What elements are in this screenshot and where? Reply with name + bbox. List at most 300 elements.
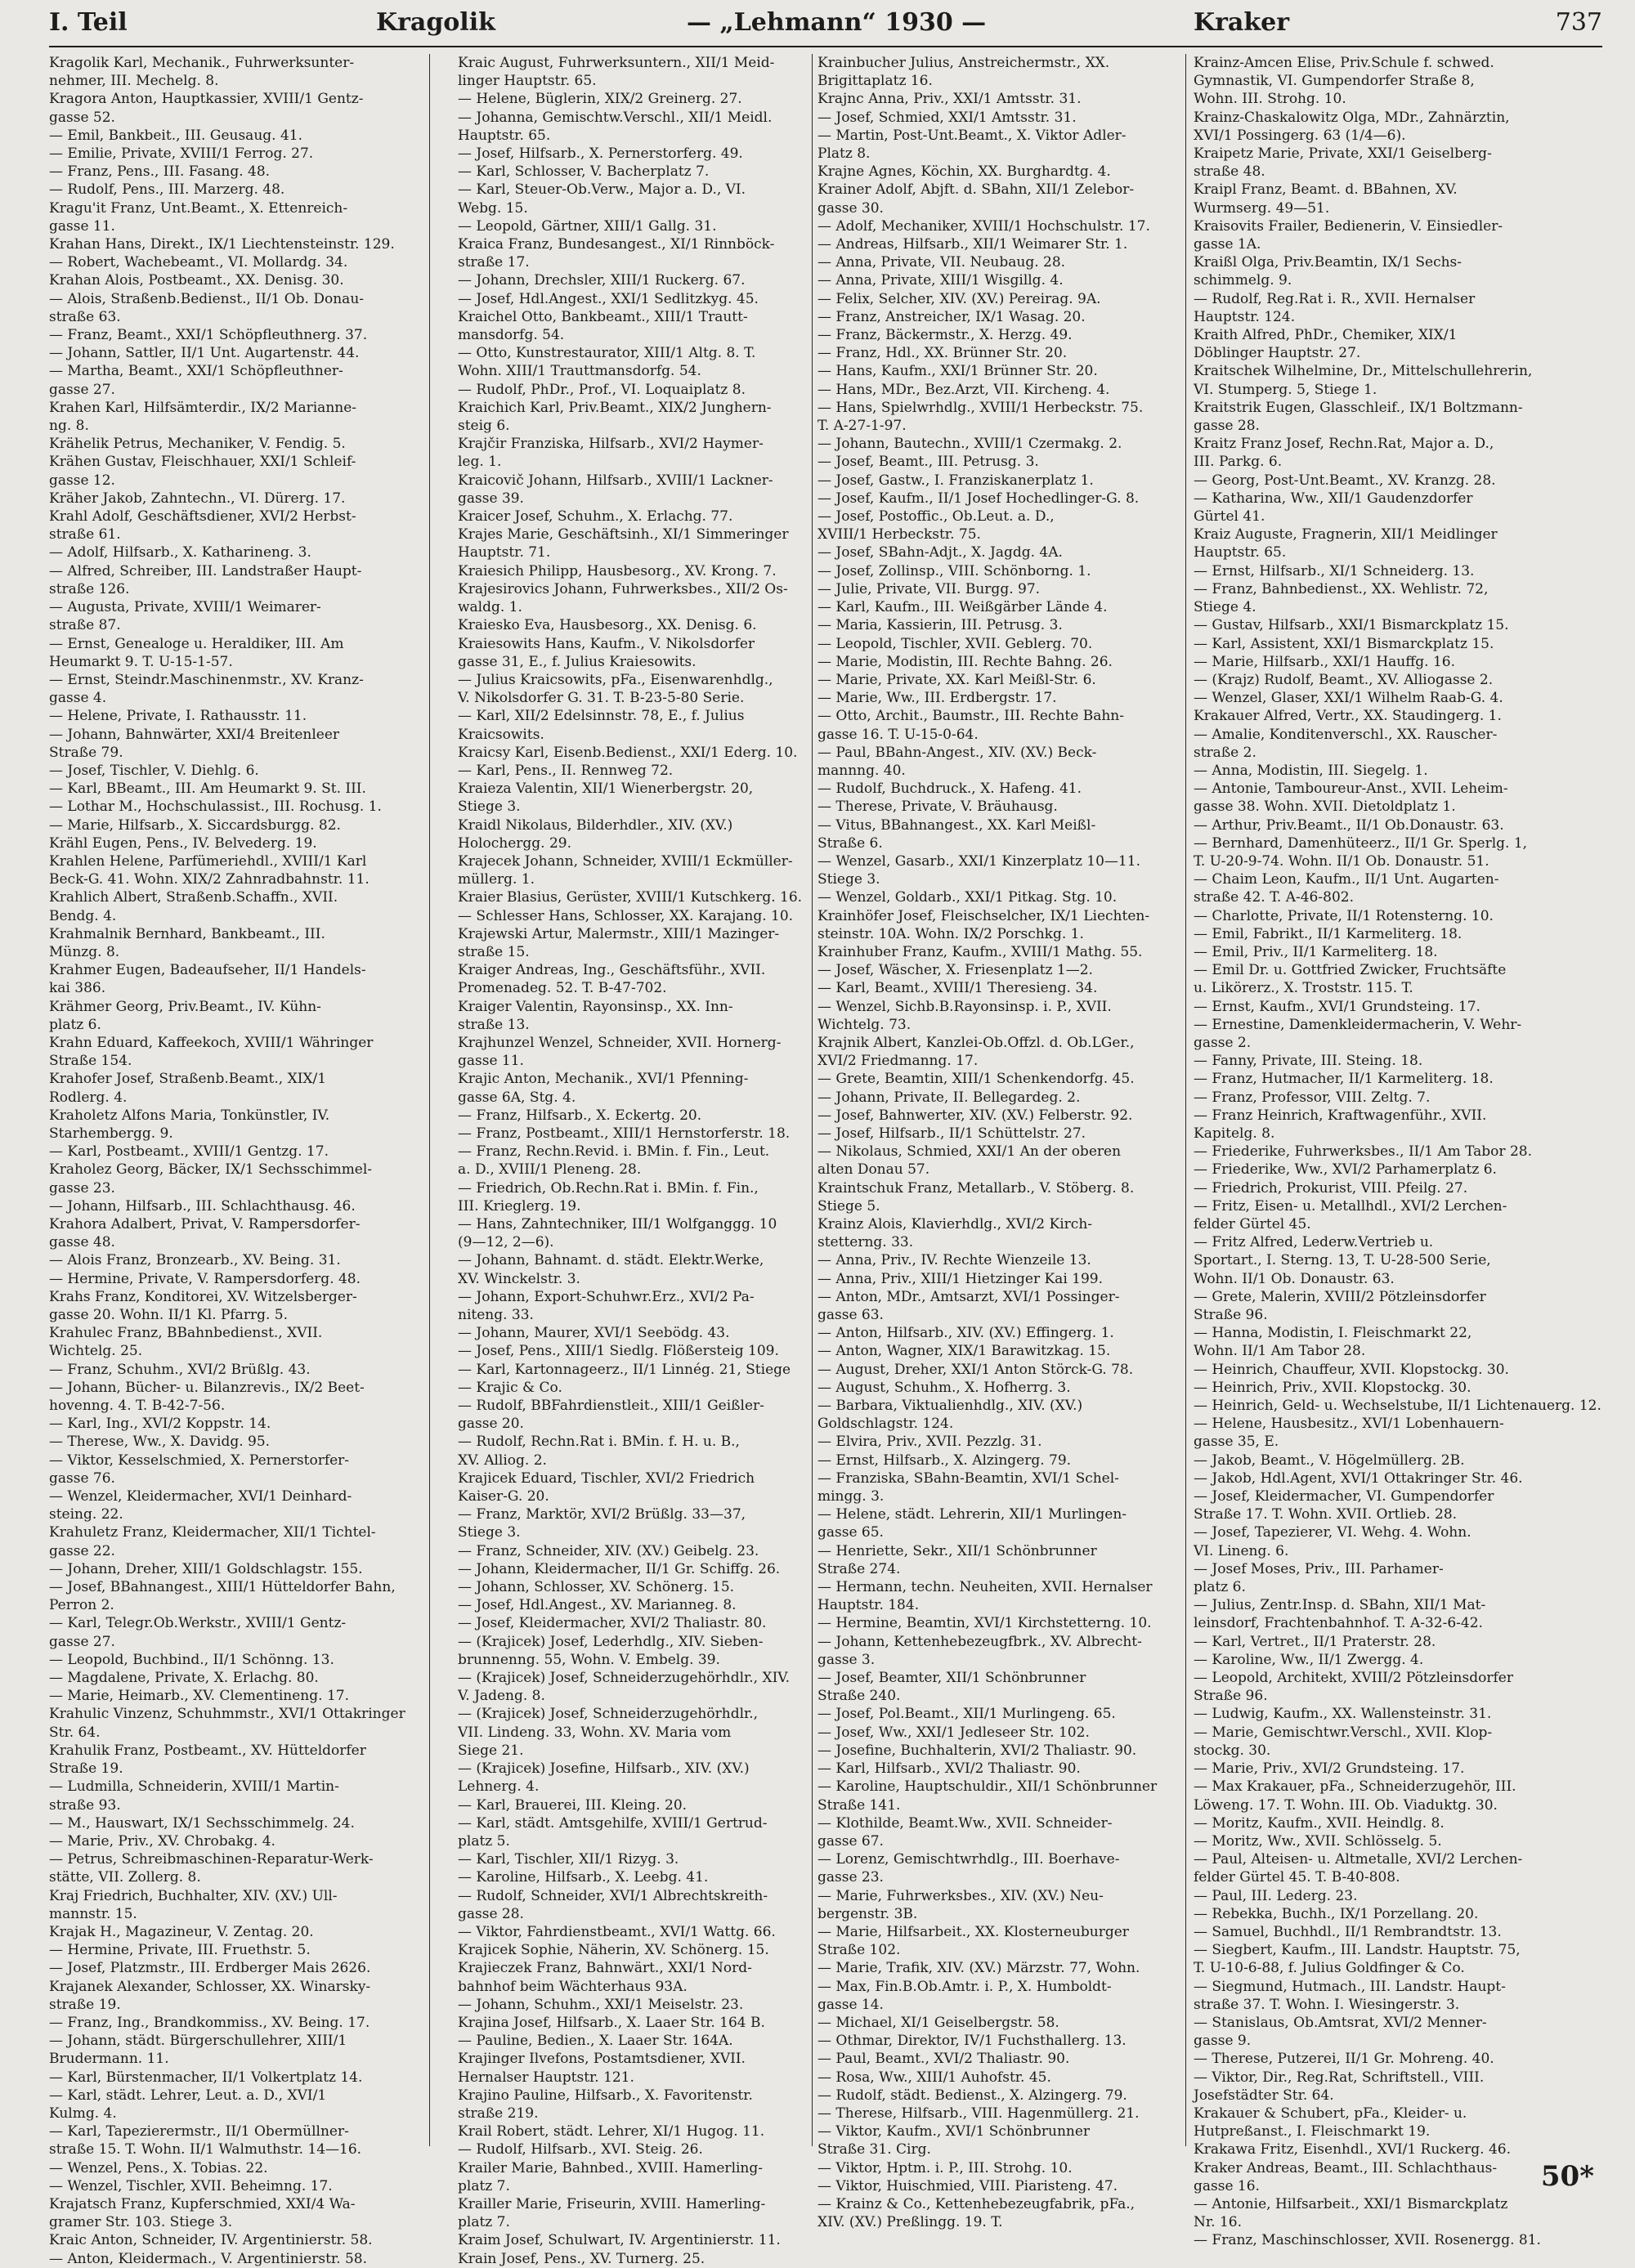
directory-line: gasse 6A, Stg. 4. bbox=[458, 1089, 576, 1106]
directory-line: — Rudolf, Pens., III. Marzerg. 48. bbox=[49, 181, 285, 199]
directory-line: — Robert, Wachebeamt., VI. Mollardg. 34. bbox=[49, 254, 348, 271]
directory-line: — Wenzel, Glaser, XXI/1 Wilhelm Raab-G. 4. bbox=[1194, 690, 1503, 707]
directory-line: (9—12, 2—6). bbox=[458, 1234, 554, 1251]
directory-line: III. Krieglerg. 19. bbox=[458, 1197, 581, 1215]
directory-line: Krahn Eduard, Kaffeekoch, XVIII/1 Währinger bbox=[49, 1034, 374, 1051]
directory-line: — Augusta, Private, XVIII/1 Weimarer- bbox=[49, 599, 321, 616]
directory-line: — Fritz, Eisen- u. Metallhdl., XVI/2 Lerchen- bbox=[1194, 1197, 1507, 1215]
directory-line: — Krajic & Co. bbox=[458, 1379, 562, 1396]
directory-line: — Therese, Hilfsarb., VIII. Hagenmüllerg. 21. bbox=[818, 2105, 1140, 2122]
directory-line: Krain Josef, Pens., XV. Turnerg. 25. bbox=[458, 2250, 706, 2267]
directory-line: Krail Robert, städt. Lehrer, XI/1 Hugog. 11. bbox=[458, 2123, 765, 2141]
directory-line: — Johann, Maurer, XVI/1 Seebödg. 43. bbox=[458, 1325, 730, 1342]
directory-line: — Pauline, Bedien., X. Laaer Str. 164A. bbox=[458, 2033, 733, 2050]
directory-line: XVI/1 Possingerg. 63 (1/4—6). bbox=[1194, 127, 1406, 144]
directory-line: Löweng. 17. T. Wohn. III. Ob. Viaduktg. 30. bbox=[1194, 1796, 1498, 1814]
directory-line: Krainbucher Julius, Anstreichermstr., XX. bbox=[818, 55, 1110, 71]
directory-line: — Marie, Gemischtwr.Verschl., XVII. Klop- bbox=[1194, 1724, 1493, 1741]
directory-line: gasse 31, E., f. Julius Kraiesowits. bbox=[458, 653, 697, 670]
directory-line: — Karl, Postbeamt., XVIII/1 Gentzg. 17. bbox=[49, 1143, 329, 1161]
directory-line: — Karl, Brauerei, III. Kleing. 20. bbox=[458, 1796, 688, 1814]
directory-line: Kraiger Valentin, Rayonsinsp., XX. Inn- bbox=[458, 998, 733, 1015]
directory-line: gasse 16. bbox=[1194, 2177, 1260, 2194]
directory-line: Kraicer Josef, Schuhm., X. Erlachg. 77. bbox=[458, 508, 733, 526]
directory-line: — Karl, Ing., XVI/2 Koppstr. 14. bbox=[49, 1416, 271, 1433]
directory-line: — Wenzel, Gasarb., XXI/1 Kinzerplatz 10—11. bbox=[818, 852, 1140, 870]
directory-line: Straße 240. bbox=[818, 1688, 901, 1705]
directory-line: — Marie, Private, XX. Karl Meißl-Str. 6. bbox=[818, 671, 1096, 688]
directory-line: — Josef, Gastw., I. Franziskanerplatz 1. bbox=[818, 472, 1094, 489]
directory-line: Kraicovič Johann, Hilfsarb., XVIII/1 Lackner- bbox=[458, 472, 773, 489]
directory-line: — Siegbert, Kaufm., III. Landstr. Hauptstr. 75, bbox=[1194, 1942, 1521, 1959]
directory-line: Hauptstr. 65. bbox=[1194, 544, 1287, 561]
directory-line: Straße 17. T. Wohn. XVII. Ortlieb. 28. bbox=[1194, 1506, 1458, 1523]
directory-line: Kraic Anton, Schneider, IV. Argentinierstr. 58. bbox=[49, 2232, 373, 2249]
directory-line: straße 42. T. A-46-802. bbox=[1194, 889, 1354, 906]
directory-line: — Josef, Wäscher, X. Friesenplatz 1—2. bbox=[818, 962, 1093, 979]
directory-line: — Bernhard, Damenhüteerz., II/1 Gr. Sperlg. 1, bbox=[1194, 834, 1528, 852]
directory-line: — Karl, Hilfsarb., XVI/2 Thaliastr. 90. bbox=[818, 1760, 1081, 1778]
directory-line: Kraidl Nikolaus, Bilderhdler., XIV. (XV.) bbox=[458, 816, 733, 834]
directory-line: Krahl Adolf, Geschäftsdiener, XVI/2 Herbst- bbox=[49, 508, 356, 526]
directory-line: Krakauer & Schubert, pFa., Kleider- u. bbox=[1194, 2105, 1467, 2122]
directory-line: — Ludwig, Kaufm., XX. Wallensteinstr. 31. bbox=[1194, 1706, 1492, 1723]
directory-line: straße 126. bbox=[49, 580, 130, 597]
directory-line: — Josef, Zollinsp., VIII. Schönborng. 1. bbox=[818, 562, 1091, 579]
directory-line: — Franz, Anstreicher, IX/1 Wasag. 20. bbox=[818, 308, 1086, 325]
directory-line: — Wenzel, Tischler, XVII. Beheimng. 17. bbox=[49, 2177, 333, 2194]
directory-line: — Marie, Trafik, XIV. (XV.) Märzstr. 77, Wohn. bbox=[818, 1960, 1140, 1977]
directory-line: Heumarkt 9. T. U-15-1-57. bbox=[49, 653, 233, 670]
directory-line: gasse 38. Wohn. XVII. Dietoldplatz 1. bbox=[1194, 798, 1456, 816]
directory-line: straße 15. T. Wohn. II/1 Walmuthstr. 14—16. bbox=[49, 2141, 362, 2158]
directory-line: XVIII/1 Herbeckstr. 75. bbox=[818, 526, 981, 544]
directory-line: Krailler Marie, Friseurin, XVIII. Hamerling- bbox=[458, 2195, 766, 2212]
directory-line: — Josefine, Buchhalterin, XVI/2 Thaliastr. 90. bbox=[818, 1742, 1137, 1759]
directory-line: — Helene, Private, I. Rathausstr. 11. bbox=[49, 708, 307, 725]
directory-line: Krajino Pauline, Hilfsarb., X. Favoritenstr. bbox=[458, 2087, 753, 2104]
directory-line: — Moritz, Ww., XVII. Schlösselg. 5. bbox=[1194, 1832, 1442, 1850]
directory-line: — Antonie, Tamboureur-Anst., XVII. Leheim- bbox=[1194, 781, 1508, 798]
directory-line: gasse 20. bbox=[458, 1416, 524, 1433]
directory-line: gasse 20. Wohn. II/1 Kl. Pfarrg. 5. bbox=[49, 1307, 288, 1324]
directory-line: Krajesirovics Johann, Fuhrwerksbes., XII/2 Os- bbox=[458, 580, 788, 597]
directory-line: straße 19. bbox=[49, 1996, 121, 2013]
directory-line: — Helene, Büglerin, XIX/2 Greinerg. 27. bbox=[458, 91, 742, 108]
directory-line: gasse 67. bbox=[818, 1832, 884, 1850]
directory-line: Stiege 3. bbox=[458, 798, 521, 816]
directory-line: — Julie, Private, VII. Burgg. 97. bbox=[818, 580, 1041, 597]
directory-line: XV. Alliog. 2. bbox=[458, 1452, 547, 1469]
directory-line: T. U-20-9-74. Wohn. II/1 Ob. Donaustr. 51. bbox=[1194, 852, 1489, 870]
directory-line: — Josef, Beamter, XII/1 Schönbrunner bbox=[818, 1670, 1086, 1687]
directory-line: — Anna, Priv., XIII/1 Hietzinger Kai 199. bbox=[818, 1270, 1104, 1287]
directory-line: — Moritz, Kaufm., XVII. Heindlg. 8. bbox=[1194, 1814, 1445, 1832]
directory-line: Perron 2. bbox=[49, 1597, 114, 1614]
directory-line: — Karl, Kartonnageerz., II/1 Linnég. 21, Stiege bbox=[458, 1361, 791, 1378]
directory-line: — Anton, Kleidermach., V. Argentinierstr. 58. bbox=[49, 2250, 367, 2267]
directory-line: — Friederike, Fuhrwerksbes., II/1 Am Tabor 28. bbox=[1194, 1143, 1532, 1161]
directory-line: — Viktor, Huischmied, VIII. Piaristeng. 47. bbox=[818, 2177, 1118, 2194]
directory-line: — Marie, Hilfsarbeit., XX. Klosterneuburger bbox=[818, 1923, 1129, 1940]
directory-line: niteng. 33. bbox=[458, 1307, 534, 1324]
directory-line: — Otto, Archit., Baumstr., III. Rechte Bahn- bbox=[818, 708, 1124, 725]
directory-line: Krahofer Josef, Straßenb.Beamt., XIX/1 bbox=[49, 1071, 327, 1088]
directory-line: steig 6. bbox=[458, 418, 510, 435]
directory-line: — Johann, Schuhm., XXI/1 Meiselstr. 23. bbox=[458, 1996, 744, 2013]
directory-line: Krahmer Eugen, Badeaufseher, II/1 Handels- bbox=[49, 962, 366, 979]
directory-line: Straße 96. bbox=[1194, 1307, 1268, 1324]
directory-line: ng. 8. bbox=[49, 418, 89, 435]
directory-line: Kraitz Franz Josef, Rechn.Rat, Major a. D., bbox=[1194, 436, 1494, 453]
directory-line: Krahulik Franz, Postbeamt., XV. Hütteldorfer bbox=[49, 1742, 366, 1759]
directory-line: — Karl, XII/2 Edelsinnstr. 78, E., f. Julius bbox=[458, 708, 745, 725]
directory-line: — Julius Kraicsowits, pFa., Eisenwarenhdlg., bbox=[458, 671, 773, 688]
directory-line: Kragu'it Franz, Unt.Beamt., X. Ettenreich- bbox=[49, 199, 348, 217]
directory-line: Stiege 3. bbox=[818, 871, 880, 888]
directory-line: — (Krajz) Rudolf, Beamt., XV. Alliogasse 2. bbox=[1194, 671, 1494, 688]
directory-line: — Hermine, Private, III. Fruethstr. 5. bbox=[49, 1942, 311, 1959]
directory-line: Krahmalnik Bernhard, Bankbeamt., III. bbox=[49, 925, 325, 942]
directory-line: — Johann, Private, II. Bellegardeg. 2. bbox=[818, 1089, 1081, 1106]
directory-line: — Rudolf, BBFahrdienstleit., XIII/1 Geißler- bbox=[458, 1398, 764, 1415]
directory-line: Krajes Marie, Geschäftsinh., XI/1 Simmeringer bbox=[458, 526, 789, 544]
directory-line: gasse 27. bbox=[49, 1633, 115, 1650]
directory-line: Straße 274. bbox=[818, 1560, 901, 1577]
page-header bbox=[49, 8, 1602, 41]
directory-line: T. U-10-6-88, f. Julius Goldfinger & Co. bbox=[1194, 1960, 1465, 1977]
directory-line: Kraker Andreas, Beamt., III. Schlachthaus- bbox=[1194, 2159, 1498, 2176]
directory-line: Krajicek Eduard, Tischler, XVI/2 Friedrich bbox=[458, 1470, 755, 1487]
directory-line: — Heinrich, Chauffeur, XVII. Klopstockg. 30. bbox=[1194, 1361, 1509, 1378]
directory-line: Krahuletz Franz, Kleidermacher, XII/1 Tichtel- bbox=[49, 1524, 376, 1541]
directory-line: Krajicek Sophie, Näherin, XV. Schönerg. 15. bbox=[458, 1942, 769, 1959]
directory-column-2 bbox=[458, 54, 809, 2267]
directory-line: — Schlesser Hans, Schlosser, XX. Karajang. 10. bbox=[458, 907, 794, 924]
directory-line: — Hans, Zahntechniker, III/1 Wolfganggg. 10 bbox=[458, 1216, 777, 1232]
directory-line: — Rudolf, PhDr., Prof., VI. Loquaiplatz 8. bbox=[458, 381, 746, 398]
directory-line: — Ernestine, Damenkleidermacherin, V. Wehr- bbox=[1194, 1016, 1522, 1033]
directory-line: Kraisovits Frailer, Bedienerin, V. Einsiedler- bbox=[1194, 217, 1503, 235]
directory-line: — Josef, Kaufm., II/1 Josef Hochedlinger-G. 8. bbox=[818, 490, 1140, 507]
directory-line: Krajnik Albert, Kanzlei-Ob.Offzl. d. Ob.LGer., bbox=[818, 1034, 1135, 1051]
directory-line: gasse 9. bbox=[1194, 2033, 1252, 2050]
directory-line: — Fritz Alfred, Lederw.Vertrieb u. bbox=[1194, 1234, 1434, 1251]
directory-line: Kraitschek Wilhelmine, Dr., Mittelschullehrerin, bbox=[1194, 363, 1533, 380]
directory-line: Krainhuber Franz, Kaufm., XVIII/1 Mathg. 55. bbox=[818, 943, 1143, 960]
directory-line: Beck-G. 41. Wohn. XIX/2 Zahnradbahnstr. 11. bbox=[49, 871, 370, 888]
directory-line: — Rudolf, Rechn.Rat i. BMin. f. H. u. B., bbox=[458, 1434, 740, 1451]
directory-line: — M., Hauswart, IX/1 Sechsschimmelg. 24. bbox=[49, 1814, 355, 1832]
directory-line: T. A-27-1-97. bbox=[818, 418, 907, 435]
directory-line: Kraißl Olga, Priv.Beamtin, IX/1 Sechs- bbox=[1194, 254, 1463, 271]
directory-line: Krajieczek Franz, Bahnwärt., XXI/1 Nord- bbox=[458, 1960, 752, 1977]
directory-line: gasse 23. bbox=[49, 1179, 115, 1197]
directory-line: straße 15. bbox=[458, 943, 530, 960]
directory-line: — Josef, Pens., XIII/1 Siedlg. Flößersteig 109. bbox=[458, 1343, 779, 1360]
directory-line: — Nikolaus, Schmied, XXI/1 An der oberen bbox=[818, 1143, 1122, 1161]
directory-line: — Rudolf, Buchdruck., X. Hafeng. 41. bbox=[818, 781, 1082, 798]
directory-line: brunnenng. 55, Wohn. V. Embelg. 39. bbox=[458, 1651, 720, 1668]
directory-line: Stiege 3. bbox=[458, 1524, 521, 1541]
directory-line: gasse 76. bbox=[49, 1470, 115, 1487]
directory-line: — Karl, Schlosser, V. Bacherplatz 7. bbox=[458, 163, 710, 181]
directory-line: Straße 141. bbox=[818, 1796, 901, 1814]
directory-line: Kraholetz Alfons Maria, Tonkünstler, IV. bbox=[49, 1107, 330, 1124]
directory-line: Krahan Alois, Postbeamt., XX. Denisg. 30. bbox=[49, 272, 344, 289]
directory-line: — Anna, Private, XIII/1 Wisgillg. 4. bbox=[818, 272, 1064, 289]
directory-line: — Adolf, Mechaniker, XVIII/1 Hochschulstr. 17. bbox=[818, 217, 1150, 235]
directory-line: — Franziska, SBahn-Beamtin, XVI/1 Schel- bbox=[818, 1470, 1119, 1487]
column-divider bbox=[812, 54, 813, 2146]
directory-line: — Krainz & Co., Kettenhebezeugfabrik, pFa., bbox=[818, 2195, 1136, 2212]
directory-line: — Emil Dr. u. Gottfried Zwicker, Fruchtsäfte bbox=[1194, 962, 1507, 979]
directory-line: — Friederike, Ww., XVI/2 Parhamerplatz 6. bbox=[1194, 1161, 1497, 1179]
directory-line: — Marie, Hilfsarb., XXI/1 Hauffg. 16. bbox=[1194, 653, 1456, 670]
directory-line: — Adolf, Hilfsarb., X. Katharineng. 3. bbox=[49, 544, 311, 561]
directory-line: — Franz, Schuhm., XVI/2 Brüßlg. 43. bbox=[49, 1361, 311, 1378]
directory-line: — Antonie, Hilfsarbeit., XXI/1 Bismarckplatz bbox=[1194, 2195, 1508, 2212]
directory-line: Hutpreßanst., I. Fleischmarkt 19. bbox=[1194, 2123, 1431, 2141]
directory-line: — Emil, Fabrikt., II/1 Karmeliterg. 18. bbox=[1194, 925, 1463, 942]
directory-line: Wohn. XIII/1 Trauttmansdorfg. 54. bbox=[458, 363, 701, 380]
directory-line: — Johann, Schlosser, XV. Schönerg. 15. bbox=[458, 1579, 735, 1596]
directory-line: schimmelg. 9. bbox=[1194, 272, 1292, 289]
directory-line: Kraipl Franz, Beamt. d. BBahnen, XV. bbox=[1194, 181, 1458, 199]
directory-line: — Franz, Professor, VIII. Zeltg. 7. bbox=[1194, 1089, 1431, 1106]
directory-line: — Viktor, Hptm. i. P., III. Strohg. 10. bbox=[818, 2159, 1073, 2176]
directory-line: — Karoline, Ww., II/1 Zwergg. 4. bbox=[1194, 1651, 1424, 1668]
directory-line: — Jakob, Hdl.Agent, XVI/1 Ottakringer Str. 46. bbox=[1194, 1470, 1523, 1487]
directory-line: — Paul, Alteisen- u. Altmetalle, XVI/2 Lerchen- bbox=[1194, 1851, 1523, 1868]
directory-line: — Chaim Leon, Kaufm., II/1 Unt. Augarten- bbox=[1194, 871, 1499, 888]
directory-line: — Wenzel, Goldarb., XXI/1 Pitkag. Stg. 10. bbox=[818, 889, 1118, 906]
directory-line: — Karl, Bürstenmacher, II/1 Volkertplatz 14. bbox=[49, 2069, 363, 2086]
directory-line: — Gustav, Hilfsarb., XXI/1 Bismarckplatz 15. bbox=[1194, 617, 1509, 634]
directory-line: Krajak H., Magazineur, V. Zentag. 20. bbox=[49, 1923, 314, 1940]
directory-line: Krainer Adolf, Abjft. d. SBahn, XII/1 Zelebor- bbox=[818, 181, 1135, 199]
directory-line: — Grete, Malerin, XVIII/2 Pötzleinsdorfer bbox=[1194, 1288, 1486, 1305]
directory-line: Stiege 4. bbox=[1194, 599, 1256, 616]
directory-line: Hauptstr. 124. bbox=[1194, 308, 1296, 325]
directory-line: — (Krajicek) Josef, Schneiderzugehörhdlr., bbox=[458, 1706, 759, 1723]
directory-line: Krahulec Franz, BBahnbedienst., XVII. bbox=[49, 1325, 323, 1342]
publication-title: — „Lehmann“ 1930 — bbox=[687, 8, 987, 37]
directory-line: Hauptstr. 184. bbox=[818, 1597, 920, 1614]
directory-line: — Wenzel, Sichb.B.Rayonsinsp. i. P., XVII. bbox=[818, 998, 1112, 1015]
directory-line: — August, Schuhm., X. Hofherrg. 3. bbox=[818, 1379, 1071, 1396]
directory-line: — Rudolf, Reg.Rat i. R., XVII. Hernalser bbox=[1194, 290, 1476, 307]
directory-line: — Karl, städt. Amtsgehilfe, XVIII/1 Gertrud- bbox=[458, 1814, 768, 1832]
directory-line: — Lorenz, Gemischtwrhdlg., III. Boerhave- bbox=[818, 1851, 1120, 1868]
directory-line: müllerg. 1. bbox=[458, 871, 535, 888]
directory-column-3 bbox=[818, 54, 1177, 2231]
directory-line: gasse 39. bbox=[458, 490, 524, 507]
directory-line: — Hans, Kaufm., XXI/1 Brünner Str. 20. bbox=[818, 363, 1098, 380]
directory-line: — Marie, Ww., III. Erdbergstr. 17. bbox=[818, 690, 1057, 707]
directory-line: mannstr. 15. bbox=[49, 1905, 137, 1922]
directory-line: — Therese, Private, V. Bräuhausg. bbox=[818, 798, 1058, 816]
directory-line: u. Likörerz., X. Troststr. 115. T. bbox=[1194, 980, 1413, 997]
directory-line: Brudermann. 11. bbox=[49, 2051, 169, 2068]
directory-line: — Leopold, Buchbind., II/1 Schönng. 13. bbox=[49, 1651, 334, 1668]
directory-line: VI. Lineng. 6. bbox=[1194, 1542, 1289, 1559]
directory-line: — Marie, Modistin, III. Rechte Bahng. 26. bbox=[818, 653, 1113, 670]
directory-line: — Fanny, Private, III. Steing. 18. bbox=[1194, 1053, 1423, 1070]
signature-mark: 50* bbox=[1540, 2160, 1594, 2193]
directory-line: — Viktor, Fahrdienstbeamt., XVI/1 Wattg. 66. bbox=[458, 1923, 776, 1940]
directory-line: — Rebekka, Buchh., IX/1 Porzellang. 20. bbox=[1194, 1905, 1479, 1922]
column-divider bbox=[1185, 54, 1186, 2146]
directory-line: — Anton, MDr., Amtsarzt, XVI/1 Possinger- bbox=[818, 1288, 1120, 1305]
directory-line: Kulmg. 4. bbox=[49, 2105, 117, 2122]
directory-line: Kraicsowits. bbox=[458, 726, 544, 743]
directory-line: VI. Stumperg. 5, Stiege 1. bbox=[1194, 381, 1377, 398]
directory-line: gasse 28. bbox=[1194, 418, 1260, 435]
directory-line: Kraicsy Karl, Eisenb.Bedienst., XXI/1 Ederg. 10. bbox=[458, 744, 798, 761]
directory-line: — Rudolf, städt. Bedienst., X. Alzingerg. 79. bbox=[818, 2087, 1127, 2104]
directory-line: gasse 4. bbox=[49, 690, 107, 707]
directory-line: gasse 14. bbox=[818, 1996, 884, 2013]
directory-line: Kraitstrik Eugen, Glasschleif., IX/1 Boltzmann- bbox=[1194, 399, 1523, 416]
directory-line: — Karl, BBeamt., III. Am Heumarkt 9. St. III. bbox=[49, 781, 366, 798]
directory-line: — Anton, Wagner, XIX/1 Barawitzkag. 15. bbox=[818, 1343, 1111, 1360]
header-rule bbox=[49, 46, 1602, 47]
directory-line: — Josef, Kleidermacher, VI. Gumpendorfer bbox=[1194, 1488, 1494, 1505]
directory-line: Lehnerg. 4. bbox=[458, 1778, 540, 1796]
directory-line: Kragolik Karl, Mechanik., Fuhrwerksunter- bbox=[49, 55, 355, 71]
directory-line: — Andreas, Hilfsarb., XII/1 Weimarer Str. 1. bbox=[818, 236, 1128, 253]
directory-line: — Vitus, BBahnangest., XX. Karl Meißl- bbox=[818, 816, 1096, 834]
directory-line: hovenng. 4. T. B-42-7-56. bbox=[49, 1398, 226, 1415]
directory-line: — Karoline, Hauptschuldir., XII/1 Schönbrunner bbox=[818, 1778, 1158, 1796]
directory-line: Kraic August, Fuhrwerksuntern., XII/1 Meid- bbox=[458, 55, 775, 71]
directory-line: gasse 30. bbox=[818, 199, 884, 217]
directory-line: — Ludmilla, Schneiderin, XVIII/1 Martin- bbox=[49, 1778, 339, 1796]
directory-line: Kraiz Auguste, Fragnerin, XII/1 Meidlinger bbox=[1194, 526, 1498, 544]
directory-line: — Otto, Kunstrestaurator, XIII/1 Altg. 8. T. bbox=[458, 345, 756, 362]
directory-line: — Johann, Bahnamt. d. städt. Elektr.Werke, bbox=[458, 1252, 764, 1269]
directory-line: waldg. 1. bbox=[458, 599, 522, 616]
directory-line: Krajina Josef, Hilfsarb., X. Laaer Str. 164 B. bbox=[458, 2014, 765, 2031]
directory-line: gasse 3. bbox=[818, 1651, 876, 1668]
directory-line: — Franz, Pens., III. Fasang. 48. bbox=[49, 163, 271, 181]
directory-line: — Elvira, Priv., XVII. Pezzlg. 31. bbox=[818, 1434, 1042, 1451]
directory-line: gasse 2. bbox=[1194, 1034, 1252, 1051]
directory-line: straße 2. bbox=[1194, 744, 1256, 761]
directory-line: Kragora Anton, Hauptkassier, XVIII/1 Gentz- bbox=[49, 91, 364, 108]
directory-line: a. D., XVIII/1 Pleneng. 28. bbox=[458, 1161, 642, 1179]
directory-line: gasse 27. bbox=[49, 381, 115, 398]
directory-line: — Josef, Hdl.Angest., XXI/1 Sedlitzkyg. 45. bbox=[458, 290, 759, 307]
directory-line: Krajatsch Franz, Kupferschmied, XXI/4 Wa- bbox=[49, 2195, 356, 2212]
directory-line: — Alois Franz, Bronzearb., XV. Being. 31. bbox=[49, 1252, 341, 1269]
directory-line: — Amalie, Konditenverschl., XX. Rauscher- bbox=[1194, 726, 1498, 743]
directory-line: linger Hauptstr. 65. bbox=[458, 73, 597, 90]
directory-line: — Josef, Pol.Beamt., XII/1 Murlingeng. 65. bbox=[818, 1706, 1116, 1723]
directory-line: Döblinger Hauptstr. 27. bbox=[1194, 345, 1361, 362]
directory-line: Kräher Jakob, Zahntechn., VI. Dürerg. 17. bbox=[49, 490, 346, 507]
directory-line: — Magdalene, Private, X. Erlachg. 80. bbox=[49, 1670, 319, 1687]
directory-line: — Paul, III. Lederg. 23. bbox=[1194, 1887, 1358, 1904]
directory-line: Straße 31. Cirg. bbox=[818, 2141, 931, 2158]
directory-line: gasse 65. bbox=[818, 1524, 884, 1541]
directory-line: — Franz, Hutmacher, II/1 Karmeliterg. 18. bbox=[1194, 1071, 1494, 1088]
directory-line: — Karl, Tischler, XII/1 Rizyg. 3. bbox=[458, 1851, 679, 1868]
directory-line: Wichtelg. 73. bbox=[818, 1016, 912, 1033]
directory-line: gasse 35, E. bbox=[1194, 1434, 1279, 1451]
directory-column-4 bbox=[1194, 54, 1602, 2249]
directory-line: Krahs Franz, Konditorei, XV. Witzelsberger- bbox=[49, 1288, 357, 1305]
directory-line: Krajnc Anna, Priv., XXI/1 Amtsstr. 31. bbox=[818, 91, 1082, 108]
directory-line: — Michael, XI/1 Geiselbergstr. 58. bbox=[818, 2014, 1059, 2031]
directory-line: straße 61. bbox=[49, 526, 121, 544]
directory-line: — Franz, Bahnbedienst., XX. Wehlistr. 72, bbox=[1194, 580, 1489, 597]
directory-line: gasse 1A. bbox=[1194, 236, 1261, 253]
directory-line: — Anna, Modistin, III. Siegelg. 1. bbox=[1194, 762, 1428, 779]
directory-line: Wohn. II/1 Am Tabor 28. bbox=[1194, 1343, 1366, 1360]
directory-line: — Wenzel, Kleidermacher, XVI/1 Deinhard- bbox=[49, 1488, 352, 1505]
directory-line: — Karl, Kaufm., III. Weißgärber Lände 4. bbox=[818, 599, 1108, 616]
directory-line: — Friedrich, Prokurist, VIII. Pfeilg. 27. bbox=[1194, 1179, 1468, 1197]
directory-line: XVI/2 Friedmanng. 17. bbox=[818, 1053, 979, 1070]
directory-line: — Charlotte, Private, II/1 Rotensterng. 10. bbox=[1194, 907, 1494, 924]
directory-line: Rodlerg. 4. bbox=[49, 1089, 128, 1106]
directory-line: — Franz, Marktör, XVI/2 Brüßlg. 33—37, bbox=[458, 1506, 746, 1523]
directory-line: Kraiesko Eva, Hausbesorg., XX. Denisg. 6. bbox=[458, 617, 757, 634]
directory-line: — Josef, Bahnwerter, XIV. (XV.) Felberstr. 92. bbox=[818, 1107, 1133, 1124]
directory-line: Kraier Blasius, Gerüster, XVIII/1 Kutschkerg. 16. bbox=[458, 889, 803, 906]
directory-line: — Karl, städt. Lehrer, Leut. a. D., XVI/1 bbox=[49, 2087, 327, 2104]
directory-line: Straße 102. bbox=[818, 1942, 901, 1959]
directory-line: — Leopold, Architekt, XVIII/2 Pötzleinsdorfer bbox=[1194, 1670, 1513, 1687]
directory-line: Krajewski Artur, Malermstr., XIII/1 Mazinger- bbox=[458, 925, 780, 942]
section-label: I. Teil bbox=[49, 8, 128, 37]
directory-line: — Franz, Ing., Brandkommiss., XV. Being. 17. bbox=[49, 2014, 370, 2031]
directory-line: — Marie, Heimarb., XV. Clementineng. 17. bbox=[49, 1688, 349, 1705]
directory-line: Münzg. 8. bbox=[49, 943, 120, 960]
directory-line: Kraichel Otto, Bankbeamt., XIII/1 Trautt- bbox=[458, 308, 748, 325]
directory-line: — Helene, städt. Lehrerin, XII/1 Murlingen- bbox=[818, 1506, 1127, 1523]
directory-line: Straße 6. bbox=[818, 834, 883, 852]
directory-line: — Josef, Schmied, XXI/1 Amtsstr. 31. bbox=[818, 109, 1077, 126]
directory-line: — Anna, Private, VII. Neubaug. 28. bbox=[818, 254, 1066, 271]
directory-line: stätte, VII. Zollerg. 8. bbox=[49, 1869, 201, 1886]
directory-line: XV. Winckelstr. 3. bbox=[458, 1270, 580, 1287]
directory-line: Krahan Hans, Direkt., IX/1 Liechtensteinstr. 129. bbox=[49, 236, 395, 253]
directory-line: gasse 48. bbox=[49, 1234, 115, 1251]
first-headword: Kragolik bbox=[376, 8, 495, 37]
directory-line: platz 7. bbox=[458, 2214, 510, 2231]
directory-line: Krajne Agnes, Köchin, XX. Burghardtg. 4. bbox=[818, 163, 1111, 181]
directory-line: — Alfred, Schreiber, III. Landstraßer Haupt- bbox=[49, 562, 362, 579]
directory-line: gasse 28. bbox=[458, 1905, 524, 1922]
directory-line: Sportart., I. Sterng. 13, T. U-28-500 Serie, bbox=[1194, 1252, 1491, 1269]
last-headword: Kraker bbox=[1194, 8, 1289, 37]
directory-line: — Franz, Hilfsarb., X. Eckertg. 20. bbox=[458, 1107, 702, 1124]
directory-line: steinstr. 10A. Wohn. IX/2 Porschkg. 1. bbox=[818, 925, 1084, 942]
directory-line: — Josef, Hdl.Angest., XV. Marianneg. 8. bbox=[458, 1597, 737, 1614]
directory-line: — Karl, Assistent, XXI/1 Bismarckplatz 15. bbox=[1194, 635, 1494, 652]
directory-line: — Johann, Sattler, II/1 Unt. Augartenstr. 44. bbox=[49, 345, 360, 362]
directory-line: straße 93. bbox=[49, 1796, 121, 1814]
directory-line: — Wenzel, Pens., X. Tobias. 22. bbox=[49, 2159, 268, 2176]
directory-line: — Josef, Tapezierer, VI. Wehg. 4. Wohn. bbox=[1194, 1524, 1472, 1541]
directory-line: — Marie, Priv., XV. Chrobakg. 4. bbox=[49, 1832, 275, 1850]
directory-line: Josefstädter Str. 64. bbox=[1194, 2087, 1334, 2104]
directory-line: — Johann, Bahnwärter, XXI/4 Breitenleer bbox=[49, 726, 340, 743]
directory-line: — Max Krakauer, pFa., Schneiderzugehör, III. bbox=[1194, 1778, 1516, 1796]
